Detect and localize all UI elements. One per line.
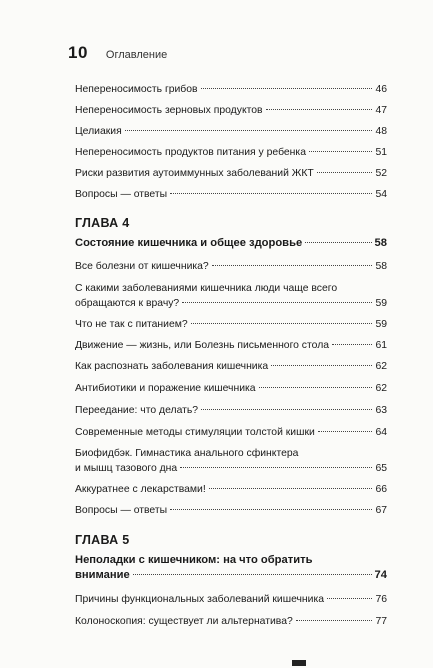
toc-entry-page: 47 [375, 105, 387, 116]
toc-entry-page: 74 [374, 569, 387, 581]
toc-entry[interactable] [75, 103, 387, 118]
toc-entry[interactable] [75, 425, 387, 440]
toc-entry[interactable] [75, 446, 387, 476]
toc-entry-title: Непереносимость зерновых продуктов [75, 105, 263, 116]
toc-entry-page: 48 [375, 126, 387, 137]
toc-entry-title: Непереносимость грибов [75, 84, 198, 95]
dot-leader [266, 109, 373, 110]
dot-leader [209, 488, 373, 489]
chapter-label: ГЛАВА 5 [75, 533, 130, 547]
dot-leader [327, 598, 372, 599]
dot-leader [170, 509, 372, 510]
toc-entry-page: 76 [375, 594, 387, 605]
toc-entry-title: Причины функциональных заболеваний кишечника [75, 594, 325, 605]
chapter-title-entry[interactable] [75, 236, 387, 251]
toc-entry[interactable] [75, 317, 387, 332]
dot-leader [296, 620, 373, 621]
toc-entry-page: 58 [374, 237, 387, 249]
chapter-title-line1: Неполадки с кишечником: на что обратить [75, 554, 313, 566]
header-title: Оглавление [105, 49, 168, 61]
toc-entry[interactable] [75, 166, 387, 181]
toc-entry-title: Вопросы — ответы [75, 505, 168, 516]
chapter-title: Состояние кишечника и общее здоровье [75, 237, 303, 249]
running-header [68, 43, 167, 63]
toc-entry[interactable] [75, 503, 387, 518]
toc-entry-title-line1: Биофидбэк. Гимнастика анального сфинктера [75, 448, 299, 459]
chapter-title-entry[interactable] [75, 553, 387, 583]
toc-entry-title-line1: С какими заболеваниями кишечника люди чаще всего [75, 283, 338, 294]
toc-entry[interactable] [75, 338, 387, 353]
dot-leader [201, 88, 373, 89]
toc-entry-title-line2: и мышц тазового дна [75, 463, 178, 474]
toc-entry[interactable] [75, 145, 387, 160]
toc-entry-title: Антибиотики и поражение кишечника [75, 383, 256, 394]
toc-entry-title: Все болезни от кишечника? [75, 261, 209, 272]
toc-entry-page: 46 [375, 84, 387, 95]
toc-entry[interactable] [75, 359, 387, 374]
toc-entry[interactable] [75, 592, 387, 607]
toc-entry-title: Как распознать заболевания кишечника [75, 361, 269, 372]
toc-entry-page: 64 [375, 427, 387, 438]
dot-leader [271, 365, 372, 366]
toc-entry-page: 51 [375, 147, 387, 158]
toc-entry-title: Целиакия [75, 126, 122, 137]
dot-leader [305, 242, 371, 243]
toc-entry-title: Переедание: что делать? [75, 405, 199, 416]
toc-entry[interactable] [75, 82, 387, 97]
toc-entry-page: 61 [375, 340, 387, 351]
toc-entry[interactable] [75, 614, 387, 629]
chapter-label: ГЛАВА 4 [75, 216, 130, 230]
toc-entry-page: 59 [375, 298, 387, 309]
dot-leader [309, 151, 372, 152]
toc-entry-page: 62 [375, 361, 387, 372]
toc-entry-title: Непереносимость продуктов питания у ребенка [75, 147, 306, 158]
toc-entry-page: 77 [375, 616, 387, 627]
dot-leader [212, 265, 373, 266]
dot-leader [170, 193, 372, 194]
toc-entry[interactable] [75, 403, 387, 418]
toc-entry-title: Риски развития аутоиммунных заболеваний ЖКТ [75, 168, 314, 179]
dot-leader [191, 323, 373, 324]
toc-entry-title: Вопросы — ответы [75, 189, 168, 200]
toc-entry-page: 58 [375, 261, 387, 272]
dot-leader [317, 172, 373, 173]
toc-entry-title: Что не так с питанием? [75, 319, 188, 330]
toc-entry-title: Колоноскопия: существует ли альтернатива? [75, 616, 293, 627]
toc-entry[interactable] [75, 281, 387, 311]
toc-entry-page: 59 [375, 319, 387, 330]
dot-leader [182, 302, 372, 303]
dot-leader [180, 467, 372, 468]
toc-entry-page: 66 [375, 484, 387, 495]
toc-entry-title: Аккуратнее с лекарствами! [75, 484, 206, 495]
dot-leader [318, 431, 373, 432]
toc-entry-page: 54 [375, 189, 387, 200]
toc-entry-page: 67 [375, 505, 387, 516]
toc-entry[interactable] [75, 124, 387, 139]
toc-entry-page: 62 [375, 383, 387, 394]
dot-leader [259, 387, 373, 388]
toc-entry-title-line2: обращаются к врачу? [75, 298, 180, 309]
toc-entry-page: 65 [375, 463, 387, 474]
toc-entry[interactable] [75, 482, 387, 497]
toc-entry[interactable] [75, 381, 387, 396]
toc-entry-page: 52 [375, 168, 387, 179]
toc-entry-page: 63 [375, 405, 387, 416]
chapter-title-line2: внимание [75, 569, 130, 581]
dot-leader [201, 409, 372, 410]
dot-leader [133, 574, 372, 575]
toc-entry[interactable] [75, 259, 387, 274]
dot-leader [125, 130, 373, 131]
toc-entry[interactable] [75, 187, 387, 202]
page-number: 10 [68, 43, 88, 62]
toc-entry-title: Движение — жизнь, или Болезнь письменного стола [75, 340, 330, 351]
toc-entry-title: Современные методы стимуляции толстой кишки [75, 427, 315, 438]
print-mark [292, 660, 306, 666]
dot-leader [332, 344, 372, 345]
